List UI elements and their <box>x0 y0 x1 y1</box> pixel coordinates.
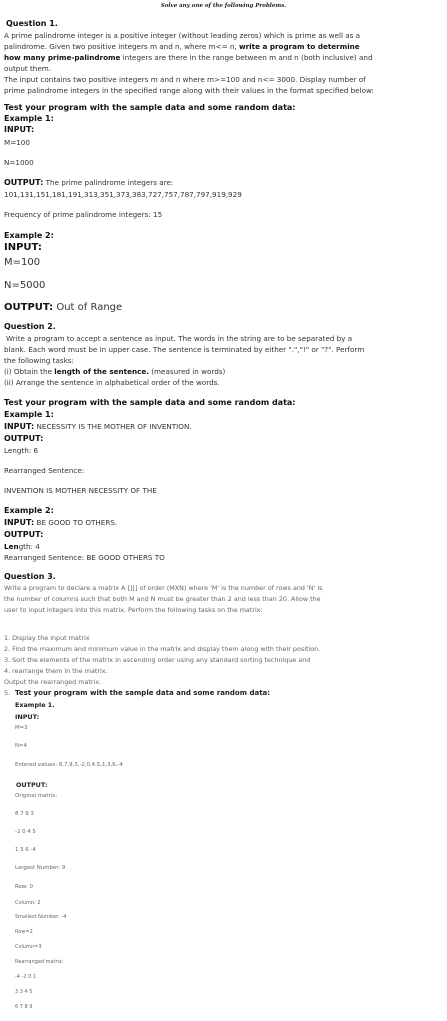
q3-n-value: N=4 <box>15 743 27 749</box>
q3-rearranged-row: -4 -2 0 1 <box>15 974 37 980</box>
q3-col2: Column: 2 <box>15 900 41 906</box>
q3-para-line: the number of columns such that both M and N must be greater than 2 and less than 20. Allow the <box>4 595 321 603</box>
q3-rearranged-label: Rearranged matrix: <box>15 959 64 965</box>
q3-col3: Column=3 <box>15 944 42 950</box>
q2-para-line: the following tasks: <box>4 356 74 365</box>
q2-rearranged2: Rearranged Sentence: BE GOOD OTHERS TO <box>4 553 165 562</box>
q1-para-line: prime palindrome integers in the specified range along with their values in the format specified below: <box>4 86 374 95</box>
q1-para-line: palindrome. Given two positive integers m and n, where m<= n, write a program to determine <box>4 42 360 51</box>
q3-rearranged-row: 6 7 8 9 <box>15 1004 33 1010</box>
q1-primes: 101,131,151,181,191,313,351,373,383,727,757,787,797,919,929 <box>4 190 242 199</box>
q3-original-label: Original matrix: <box>15 793 58 799</box>
q3-para-line: user to input integers into this matrix. Perform the following tasks on the matrix: <box>4 606 263 614</box>
q1-para-line: output them. <box>4 64 52 73</box>
q3-row2: Row=2 <box>15 929 33 935</box>
q3-task: 3. Sort the elements of the matrix in ascending order using any standard sorting technique and <box>4 656 311 664</box>
q1-example2: Example 2: <box>4 231 54 240</box>
q3-input-label: INPUT: <box>15 713 40 721</box>
q1-frequency: Frequency of prime palindrome integers: 15 <box>4 210 163 219</box>
q1-input2-label: INPUT: <box>4 242 42 253</box>
q1-para-line: how many prime-palindrome integers are there in the range between m and n (both inclusive) and <box>4 53 373 62</box>
q2-output2-label: OUTPUT: <box>4 530 44 539</box>
q1-m2-value: M=100 <box>4 257 41 268</box>
q2-output1-label: OUTPUT: <box>4 434 44 443</box>
q3-task-5-number: 5. <box>4 689 11 697</box>
q3-original-row: -2 0 4 5 <box>15 829 36 835</box>
q2-task-1: (i) Obtain the length of the sentence. (measured in words) <box>4 367 226 376</box>
q3-task: Output the rearranged matrix. <box>4 678 102 686</box>
q1-para-line: A prime palindrome integer is a positive integer (without leading zeros) which is prime as well as a <box>4 31 361 40</box>
q3-entered-values: Entered values: 8,7,9,3,-2,0,4,5,1,3,6,-4 <box>15 762 123 768</box>
q3-m-value: M=3 <box>15 725 28 731</box>
q2-task-2: (ii) Arrange the sentence in alphabetical order of the words. <box>4 378 220 387</box>
q2-length1: Length: 6 <box>4 446 39 455</box>
q3-row0: Row: 0 <box>15 884 33 890</box>
q3-largest: Largest Number: 9 <box>15 865 66 871</box>
q1-m-value: M=100 <box>4 138 30 147</box>
q3-output-label: OUTPUT: <box>16 781 48 789</box>
q3-example1: Example 1. <box>15 701 55 709</box>
q2-input2-line: INPUT: BE GOOD TO OTHERS. <box>4 518 118 527</box>
q3-title: Question 3. <box>4 572 56 581</box>
q2-example1: Example 1: <box>4 410 54 419</box>
q3-rearranged-row: 3 3 4 5 <box>15 989 33 995</box>
q3-original-row: 8 7 9 3 <box>15 811 34 817</box>
q1-output-line: OUTPUT: The prime palindrome integers are: <box>4 178 174 187</box>
q2-length2: Length: 4 <box>4 542 40 551</box>
q2-test-heading: Test your program with the sample data and some random data: <box>4 398 296 407</box>
q1-n-value: N=1000 <box>4 158 34 167</box>
q2-rearranged1-label: Rearranged Sentence: <box>4 466 85 475</box>
q3-smallest: Smallest Number: -4 <box>15 914 67 920</box>
q2-example2: Example 2: <box>4 506 54 515</box>
page-header: Solve any one of the following Problems. <box>160 3 287 9</box>
q2-para-line: Write a program to accept a sentence as input. The words in the string are to be separated by a <box>6 334 353 343</box>
q1-test-heading: Test your program with the sample data and some random data: <box>4 103 296 112</box>
q3-task: 1. Display the input matrix <box>4 634 90 642</box>
q2-input1-line: INPUT: NECESSITY IS THE MOTHER OF INVENTION. <box>4 422 192 431</box>
q3-original-row: 1 3 6 -4 <box>15 847 36 853</box>
q3-task: 2. Find the maximum and minimum value in the matrix and display them along with their position. <box>4 645 321 653</box>
q1-title: Question 1. <box>6 19 58 28</box>
q1-input-label: INPUT: <box>4 125 35 134</box>
q1-example1: Example 1: <box>4 114 54 123</box>
q2-title: Question 2. <box>4 322 56 331</box>
q1-para-line: The input contains two positive integers m and n where m>=100 and n<= 3000. Display number of <box>4 75 366 84</box>
q3-para-line: Write a program to declare a matrix A [][] of order (MXN) where 'M' is the number of rows and 'N' is <box>4 584 323 592</box>
q3-task: 4. rearrange them in the matrix. <box>4 667 108 675</box>
q1-output2-line: OUTPUT: Out of Range <box>4 302 123 313</box>
q1-n2-value: N=5000 <box>4 280 46 291</box>
q2-para-line: blank. Each word must be in upper case. The sentence is terminated by either ".","!" or "?". Perform <box>4 345 365 354</box>
q3-task-5: Test your program with the sample data and some random data: <box>15 689 271 697</box>
q2-rearranged1-value: INVENTION IS MOTHER NECESSITY OF THE <box>4 486 157 495</box>
